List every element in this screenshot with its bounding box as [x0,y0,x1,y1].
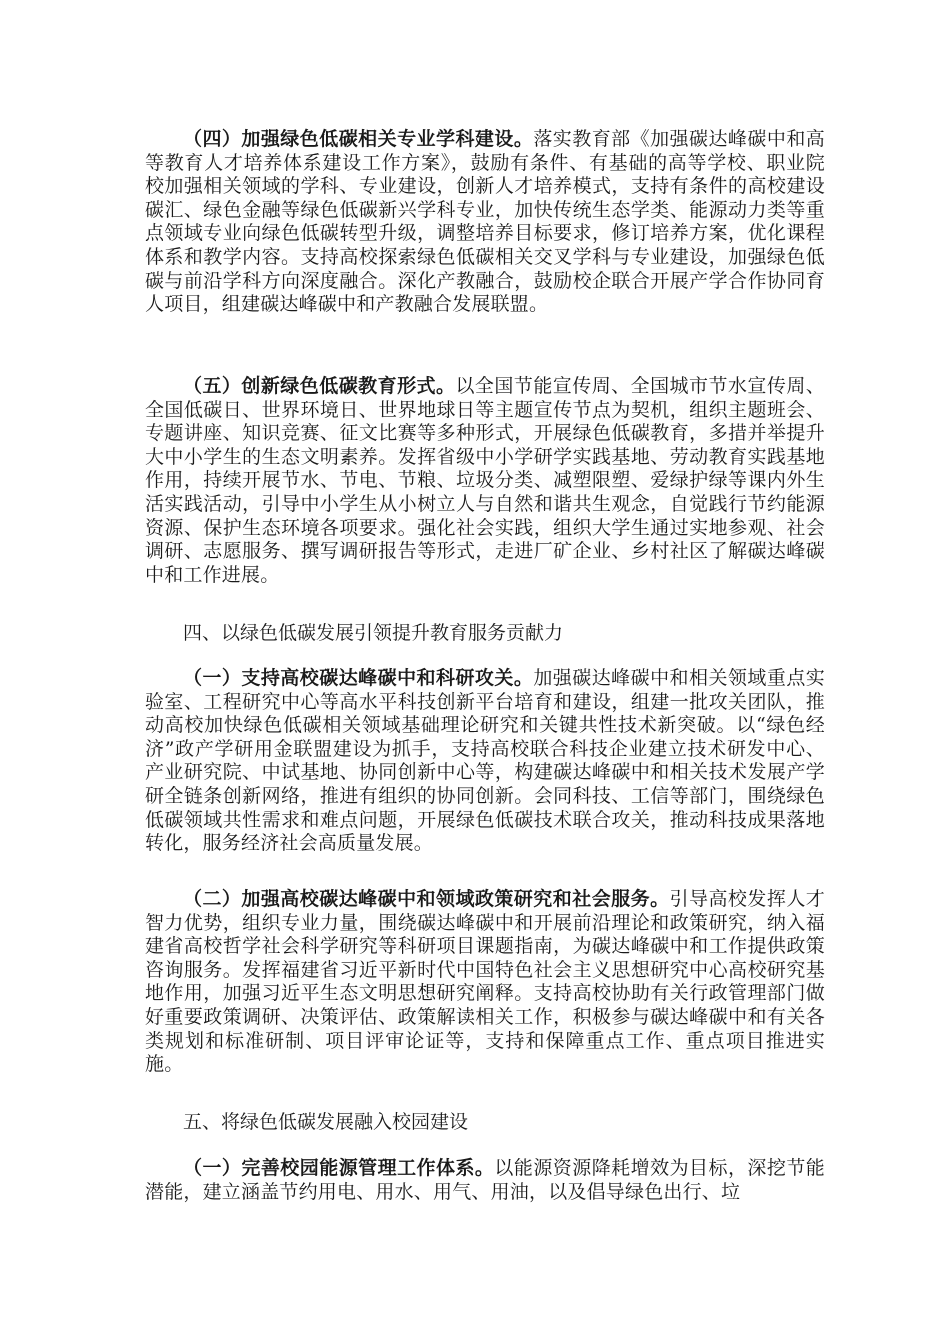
paragraph-lead: （五）创新绿色低碳教育形式。 [183,375,456,397]
paragraph-lead: （二）加强高校碳达峰碳中和领域政策研究和社会服务。 [183,888,670,910]
paragraph-2-policy-research [145,888,825,1077]
paragraph-body: 以能源资源降耗增效为目标，深挖节能潜能，建立涵盖节约用电、用水、用气、用油，以及倡导绿色出行、垃 [145,1157,826,1203]
paragraph-lead: （一）完善校园能源管理工作体系。 [183,1157,495,1179]
paragraph-1-research [145,667,825,856]
paragraph-lead: （四）加强绿色低碳相关专业学科建设。 [183,128,534,150]
paragraph-lead: （一）支持高校碳达峰碳中和科研攻关。 [183,667,534,689]
paragraph-body: 以全国节能宣传周、全国城市节水宣传周、全国低碳日、世界环境日、世界地球日等主题宣传节点为契机，组织主题班会、专题讲座、知识竞赛、征文比赛等多种形式，开展绿色低碳教育，多措并举提升大中小学生的生态文明素养。发挥省级中小学研学实践基地、劳动教育实践基地作用，持续开展节水、节电、节粮、垃圾分类、减塑限塑、爱绿护绿等课内外生活实践活动，引导中小学生从小树立人与自然和谐共生观念，自觉践行节约能源资源、保护生态环境各项要求。强化社会实践，组织大学生通过实地参观、社会调研、志愿服务、撰写调研报告等形式，走进厂矿企业、乡村社区了解碳达峰碳中和工作进展。 [145,375,825,586]
section-heading-4: 四、以绿色低碳发展引领提升教育服务贡献力 [183,622,564,644]
paragraph-body: 引导高校发挥人才智力优势，组织专业力量，围绕碳达峰碳中和开展前沿理论和政策研究，纳入福建省高校哲学社会科学研究等科研项目课题指南，为碳达峰碳中和工作提供政策咨询服务。发挥福建省习近平新时代中国特色社会主义思想研究中心高校研究基地作用，加强习近平生态文明思想研究阐释。支持高校协助有关行政管理部门做好重要政策调研、决策评估、政策解读相关工作，积极参与碳达峰碳中和有关各类规划和标准研制、项目评审论证等，支持和保障重点工作、重点项目推进实施。 [145,888,825,1076]
section-heading-5: 五、将绿色低碳发展融入校园建设 [183,1111,469,1133]
paragraph-body: 加强碳达峰碳中和相关领域重点实验室、工程研究中心等高水平科技创新平台培育和建设，组建一批攻关团队，推动高校加快绿色低碳相关领域基础理论研究和关键共性技术新突破。以“绿色经济”政产学研用金联盟建设为抓手，支持高校联合科技企业建立技术研发中心、产业研究院、中试基地、协同创新中心等，构建碳达峰碳中和相关技术发展产学研全链条创新网络，推进有组织的协同创新。会同科技、工信等部门，围绕绿色低碳领域共性需求和难点问题，开展绿色低碳技术联合攻关，推动科技成果落地转化，服务经济社会高质量发展。 [145,667,825,855]
paragraph-4-discipline-construction [145,128,825,317]
paragraph-body: 落实教育部《加强碳达峰碳中和高等教育人才培养体系建设工作方案》，鼓励有条件、有基础的高等学校、职业院校加强相关领域的学科、专业建设，创新人才培养模式，支持有条件的高校建设碳汇、绿色金融等绿色低碳新兴学科专业，加快传统生态学类、能源动力类等重点领域专业向绿色低碳转型升级，调整培养目标要求，修订培养方案，优化课程体系和教学内容。支持高校探索绿色低碳相关交叉学科与专业建设，加强绿色低碳与前沿学科方向深度融合。深化产教融合，鼓励校企联合开展产学合作协同育人项目，组建碳达峰碳中和产教融合发展联盟。 [145,128,825,316]
paragraph-1-campus-energy [145,1157,825,1204]
paragraph-5-education-forms [145,375,825,587]
